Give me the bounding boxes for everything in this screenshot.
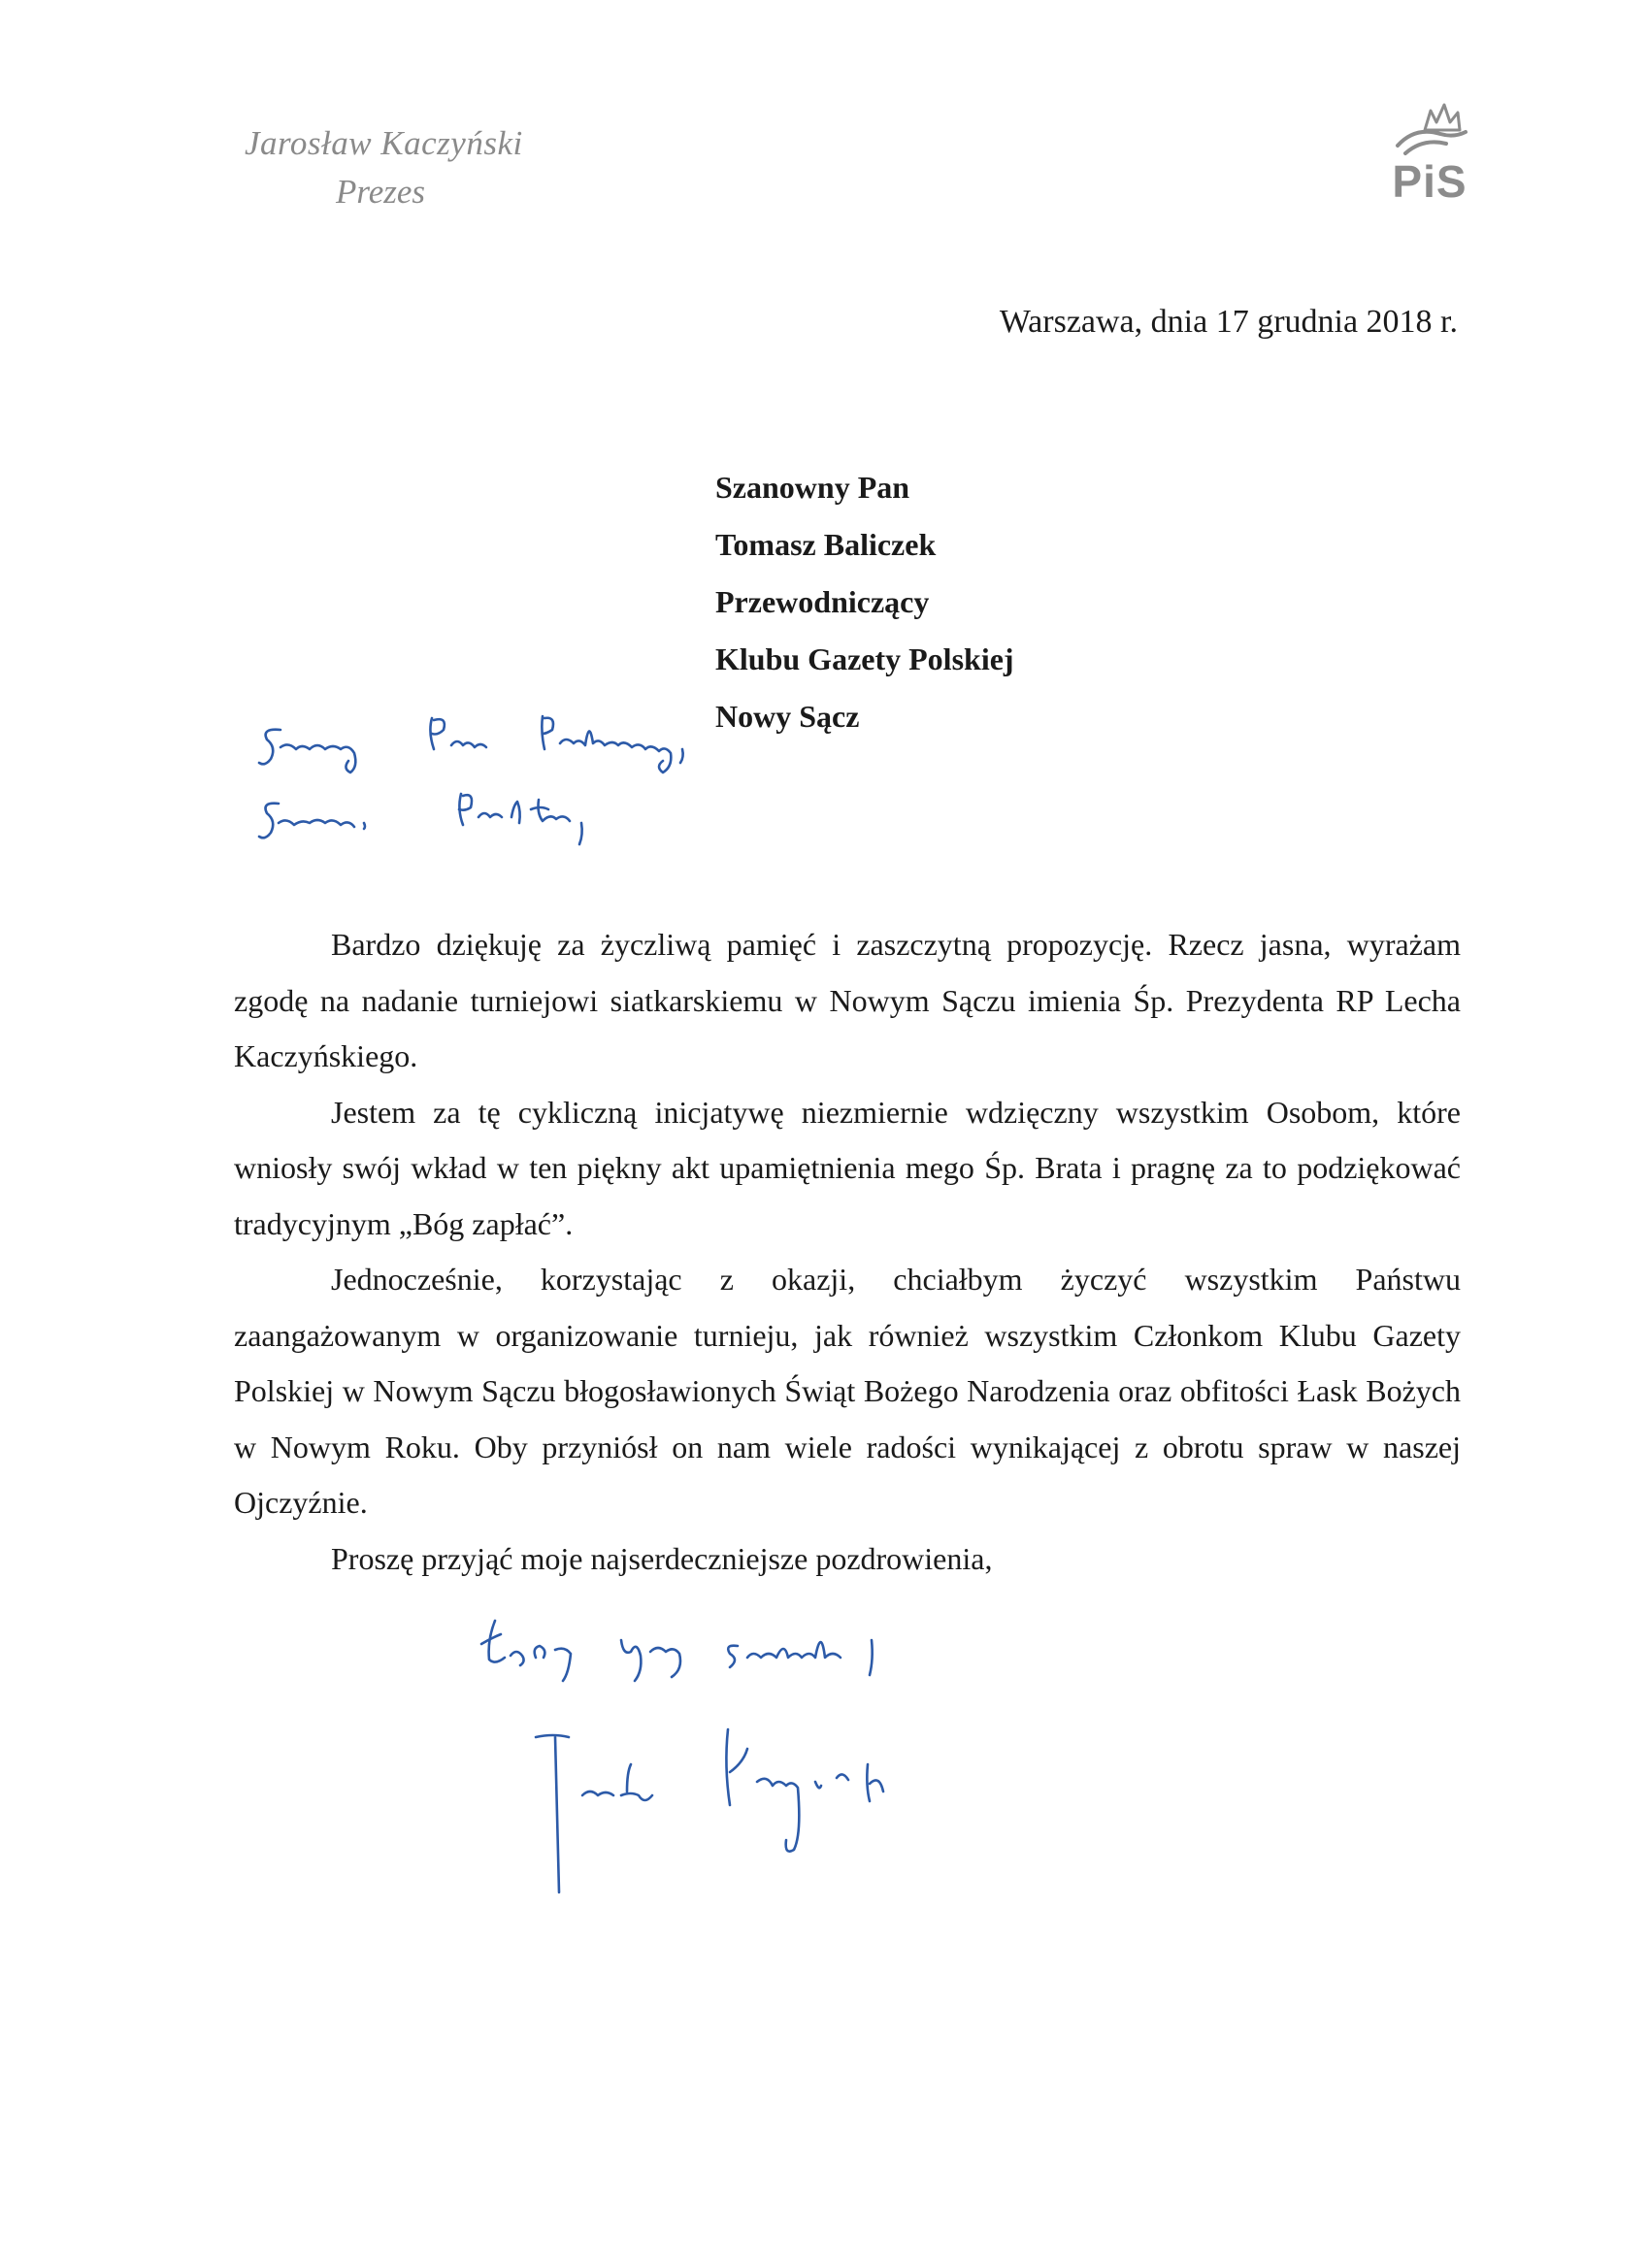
recipient-line: Nowy Sącz: [715, 699, 860, 734]
handwritten-greeting: [257, 708, 742, 883]
recipient-block: [715, 468, 1014, 754]
body-paragraph: Jestem za tę cykliczną inicjatywę niezmiernie wdzięczny wszystkim Osobom, które wniosły swój wkład w ten piękny akt upamiętnienia mego Śp. Brata i pragnę za to podziękować tradycyjnym „Bóg zapłać”.: [234, 1094, 1461, 1241]
handwritten-signature: [476, 1601, 980, 1941]
body-paragraph: Jednocześnie, korzystając z okazji, chciałbym życzyć wszystkim Państwu zaangażowanym w organizowanie turnieju, jak również wszystkim Członkom Klubu Gazety Polskiej w Nowym Sączu błogosławionych Świąt Bożego Narodzenia oraz obfitości Łask Bożych w Nowym Roku. Oby przyniósł on nam wiele radości wynikającej z obrotu spraw w naszej Ojczyźnie.: [234, 1262, 1461, 1520]
letter-body: [234, 917, 1461, 1587]
recipient-line: Szanowny Pan: [715, 470, 910, 505]
party-logo: [1376, 97, 1483, 214]
date-line: Warszawa, dnia 17 grudnia 2018 r.: [999, 304, 1458, 340]
recipient-line: Klubu Gazety Polskiej: [715, 641, 1014, 676]
body-paragraph: Bardzo dziękuję za życzliwą pamięć i zaszczytną propozycję. Rzecz jasna, wyrażam zgodę na nadanie turniejowi siatkarskiemu w Nowym Sączu imienia Śp. Prezydenta RP Lecha Kaczyńskiego.: [234, 927, 1461, 1073]
author-name: Jarosław Kaczyński: [245, 124, 523, 162]
author-role: Prezes: [336, 173, 426, 211]
recipient-line: Tomasz Baliczek: [715, 527, 937, 562]
body-paragraph: Proszę przyjąć moje najserdeczniejsze pozdrowienia,: [331, 1540, 993, 1576]
logo-text: PiS: [1392, 156, 1468, 207]
recipient-line: Przewodniczący: [715, 584, 930, 619]
